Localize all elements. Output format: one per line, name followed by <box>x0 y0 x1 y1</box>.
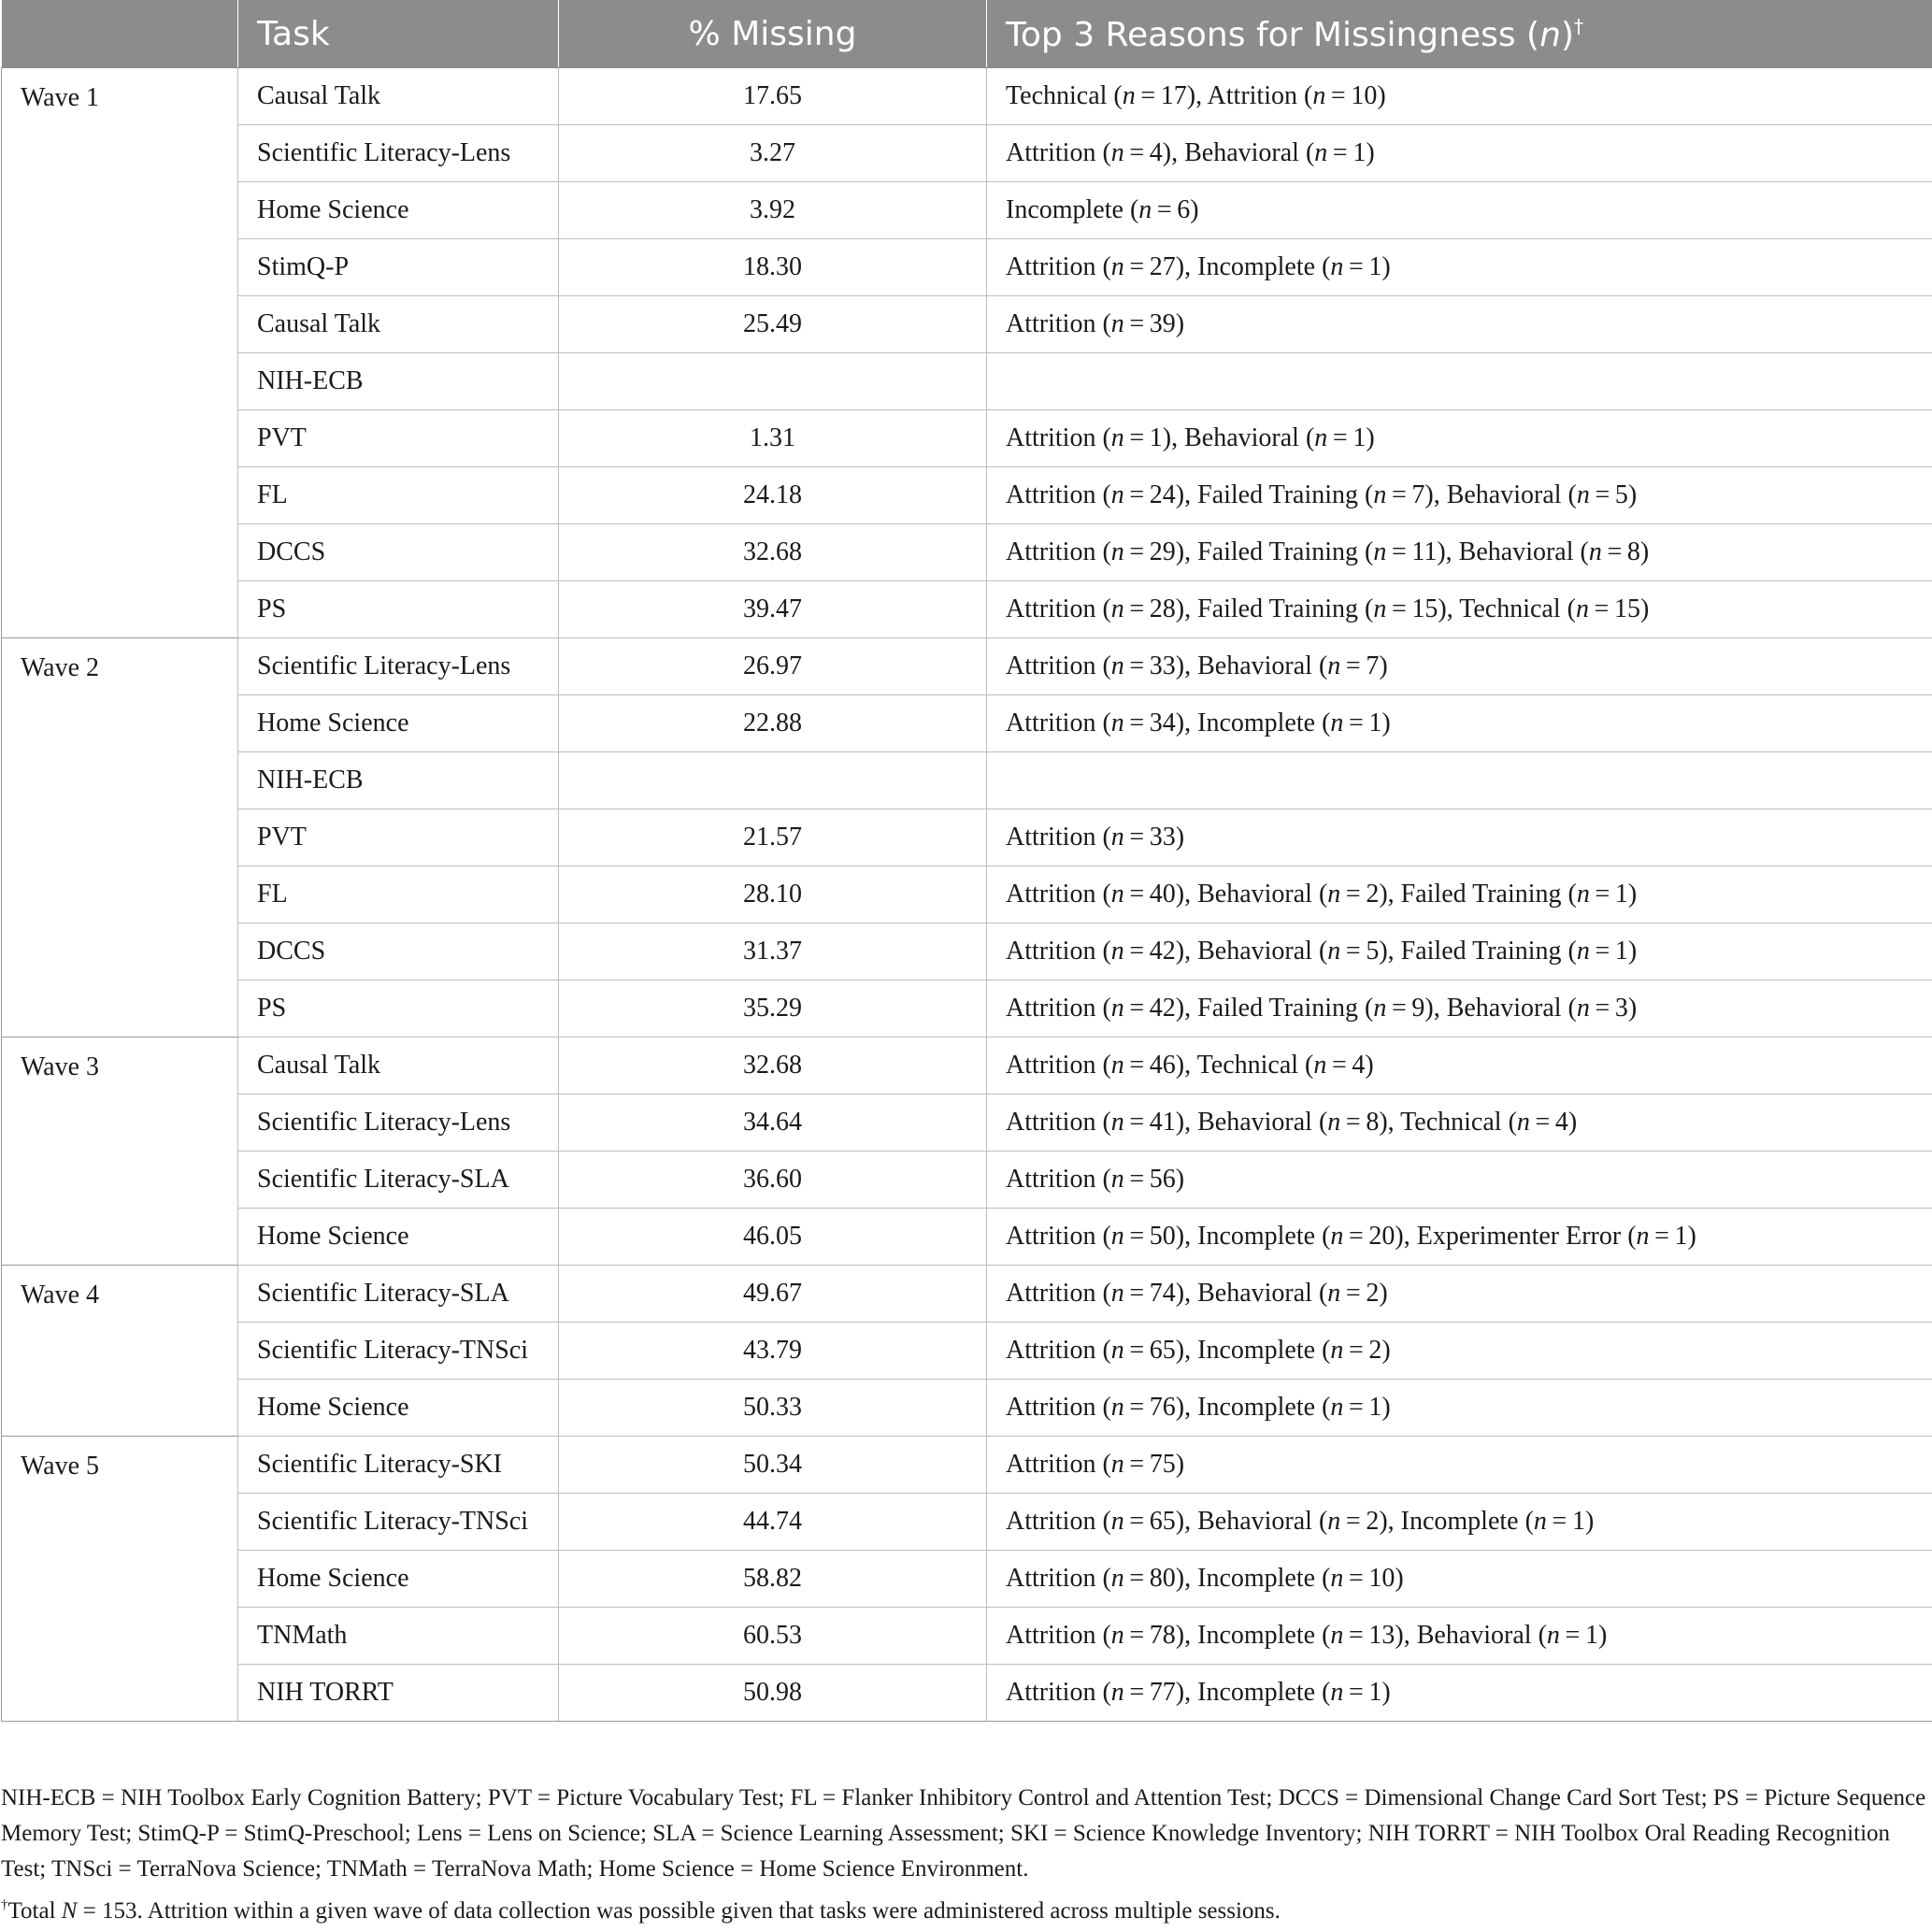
task-cell: Scientific Literacy-SLA <box>238 1266 559 1323</box>
percent-missing-cell: 1.31 <box>559 410 987 467</box>
reasons-cell: Attrition (n = 24), Failed Training (n = 7), Behavioral (n = 5) <box>987 467 1932 524</box>
table-notes <box>1 1781 1926 1929</box>
table-row <box>2 866 1932 923</box>
missingness-table <box>1 0 1932 1722</box>
table-row <box>2 125 1932 182</box>
task-cell: NIH-ECB <box>238 752 559 809</box>
table-row <box>2 809 1932 866</box>
header-row <box>2 1 1932 68</box>
task-cell: Scientific Literacy-Lens <box>238 638 559 695</box>
table-row <box>2 638 1932 695</box>
percent-missing-cell: 50.34 <box>559 1437 987 1494</box>
percent-missing-cell: 31.37 <box>559 923 987 980</box>
percent-missing-cell: 18.30 <box>559 239 987 296</box>
table-row <box>2 182 1932 239</box>
table-row <box>2 1095 1932 1152</box>
wave-label: Wave 1 <box>2 68 238 638</box>
table-header <box>2 1 1932 68</box>
task-cell: Scientific Literacy-SLA <box>238 1152 559 1209</box>
percent-missing-cell: 25.49 <box>559 296 987 353</box>
reasons-cell: Attrition (n = 56) <box>987 1152 1932 1209</box>
percent-missing-cell: 3.27 <box>559 125 987 182</box>
percent-missing-cell: 49.67 <box>559 1266 987 1323</box>
reasons-cell: Attrition (n = 42), Failed Training (n = 9), Behavioral (n = 3) <box>987 980 1932 1038</box>
reasons-cell: Attrition (n = 65), Behavioral (n = 2), Incomplete (n = 1) <box>987 1494 1932 1551</box>
reasons-cell <box>987 752 1932 809</box>
task-cell: Scientific Literacy-SKI <box>238 1437 559 1494</box>
task-cell: DCCS <box>238 524 559 581</box>
reasons-cell: Attrition (n = 28), Failed Training (n = 15), Technical (n = 15) <box>987 581 1932 638</box>
reasons-cell: Attrition (n = 39) <box>987 296 1932 353</box>
reasons-cell: Attrition (n = 4), Behavioral (n = 1) <box>987 125 1932 182</box>
header-wave <box>2 1 238 68</box>
task-cell: Causal Talk <box>238 1038 559 1095</box>
wave-label: Wave 5 <box>2 1437 238 1722</box>
reasons-cell: Attrition (n = 46), Technical (n = 4) <box>987 1038 1932 1095</box>
percent-missing-cell <box>559 353 987 410</box>
header-task: Task <box>238 1 559 68</box>
reasons-cell: Attrition (n = 76), Incomplete (n = 1) <box>987 1380 1932 1437</box>
table-row <box>2 695 1932 752</box>
task-cell: Causal Talk <box>238 296 559 353</box>
table-row <box>2 353 1932 410</box>
percent-missing-cell: 32.68 <box>559 524 987 581</box>
reasons-cell <box>987 353 1932 410</box>
percent-missing-cell: 34.64 <box>559 1095 987 1152</box>
percent-missing-cell: 46.05 <box>559 1209 987 1266</box>
dagger-mark: † <box>1573 14 1583 37</box>
percent-missing-cell: 39.47 <box>559 581 987 638</box>
wave-label: Wave 4 <box>2 1266 238 1437</box>
header-reasons-n: n <box>1539 15 1561 54</box>
dagger-mark: † <box>1 1897 8 1912</box>
percent-missing-cell: 3.92 <box>559 182 987 239</box>
table-row <box>2 980 1932 1038</box>
percent-missing-cell: 28.10 <box>559 866 987 923</box>
percent-missing-cell: 26.97 <box>559 638 987 695</box>
percent-missing-cell: 21.57 <box>559 809 987 866</box>
table-row <box>2 1038 1932 1095</box>
total-note-text: = 153. Attrition within a given wave of data collection was possible given that tasks were administered across multiple sessions. <box>77 1898 1281 1924</box>
table-row <box>2 1380 1932 1437</box>
reasons-cell: Attrition (n = 34), Incomplete (n = 1) <box>987 695 1932 752</box>
table-row <box>2 1266 1932 1323</box>
task-cell: Scientific Literacy-TNSci <box>238 1323 559 1380</box>
task-cell: NIH TORRT <box>238 1665 559 1722</box>
table-row <box>2 410 1932 467</box>
percent-missing-cell: 32.68 <box>559 1038 987 1095</box>
task-cell: NIH-ECB <box>238 353 559 410</box>
task-cell: FL <box>238 467 559 524</box>
reasons-cell: Attrition (n = 77), Incomplete (n = 1) <box>987 1665 1932 1722</box>
task-cell: Home Science <box>238 1551 559 1608</box>
table-row <box>2 1209 1932 1266</box>
task-cell: Home Science <box>238 695 559 752</box>
table-row <box>2 1551 1932 1608</box>
total-note <box>1 1887 1926 1929</box>
percent-missing-cell: 50.33 <box>559 1380 987 1437</box>
task-cell: FL <box>238 866 559 923</box>
total-note-n: N <box>61 1898 78 1924</box>
percent-missing-cell: 36.60 <box>559 1152 987 1209</box>
reasons-cell: Incomplete (n = 6) <box>987 182 1932 239</box>
table-row <box>2 296 1932 353</box>
percent-missing-cell: 24.18 <box>559 467 987 524</box>
abbreviations-note: NIH-ECB = NIH Toolbox Early Cognition Battery; PVT = Picture Vocabulary Test; FL = Flanker Inhibitory Control and Attention Test; DCCS = Dimensional Change Card Sort Test; PS = Picture Sequence Memory Test; StimQ-P = StimQ-Preschool; Lens = Lens on Science; SLA = Science Learning Assessment; SKI = Science Knowledge Inventory; NIH TORRT = NIH Toolbox Oral Reading Recognition Test; TNSci = TerraNova Science; TNMath = TerraNova Math; Home Science = Home Science Environment. <box>1 1785 1926 1882</box>
header-reasons-suffix: ) <box>1560 15 1574 54</box>
percent-missing-cell: 22.88 <box>559 695 987 752</box>
total-note-prefix: Total <box>7 1898 62 1924</box>
table-row <box>2 1152 1932 1209</box>
table-row <box>2 752 1932 809</box>
percent-missing-cell: 44.74 <box>559 1494 987 1551</box>
table-row <box>2 1608 1932 1665</box>
table-body <box>2 68 1932 1722</box>
table-row <box>2 1665 1932 1722</box>
task-cell: Causal Talk <box>238 68 559 125</box>
task-cell: Home Science <box>238 1380 559 1437</box>
table-row <box>2 524 1932 581</box>
task-cell: PS <box>238 581 559 638</box>
reasons-cell: Attrition (n = 1), Behavioral (n = 1) <box>987 410 1932 467</box>
table-row <box>2 923 1932 980</box>
reasons-cell: Attrition (n = 41), Behavioral (n = 8), Technical (n = 4) <box>987 1095 1932 1152</box>
header-reasons-prefix: Top 3 Reasons for Missingness ( <box>1006 15 1540 54</box>
reasons-cell: Attrition (n = 78), Incomplete (n = 13), Behavioral (n = 1) <box>987 1608 1932 1665</box>
task-cell: PS <box>238 980 559 1038</box>
percent-missing-cell: 43.79 <box>559 1323 987 1380</box>
percent-missing-cell: 58.82 <box>559 1551 987 1608</box>
header-missing: % Missing <box>559 1 987 68</box>
task-cell: TNMath <box>238 1608 559 1665</box>
reasons-cell: Attrition (n = 40), Behavioral (n = 2), Failed Training (n = 1) <box>987 866 1932 923</box>
percent-missing-cell: 60.53 <box>559 1608 987 1665</box>
task-cell: PVT <box>238 809 559 866</box>
header-reasons <box>987 1 1932 68</box>
percent-missing-cell <box>559 752 987 809</box>
reasons-cell: Attrition (n = 50), Incomplete (n = 20), Experimenter Error (n = 1) <box>987 1209 1932 1266</box>
task-cell: Home Science <box>238 1209 559 1266</box>
task-cell: Home Science <box>238 182 559 239</box>
reasons-cell: Attrition (n = 65), Incomplete (n = 2) <box>987 1323 1932 1380</box>
task-cell: Scientific Literacy-Lens <box>238 125 559 182</box>
reasons-cell: Attrition (n = 27), Incomplete (n = 1) <box>987 239 1932 296</box>
table-row <box>2 1323 1932 1380</box>
wave-label: Wave 3 <box>2 1038 238 1266</box>
task-cell: Scientific Literacy-Lens <box>238 1095 559 1152</box>
table-row <box>2 239 1932 296</box>
reasons-cell: Attrition (n = 80), Incomplete (n = 10) <box>987 1551 1932 1608</box>
table-row <box>2 1437 1932 1494</box>
table-row <box>2 68 1932 125</box>
wave-label: Wave 2 <box>2 638 238 1038</box>
reasons-cell: Technical (n = 17), Attrition (n = 10) <box>987 68 1932 125</box>
task-cell: PVT <box>238 410 559 467</box>
task-cell: Scientific Literacy-TNSci <box>238 1494 559 1551</box>
percent-missing-cell: 35.29 <box>559 980 987 1038</box>
reasons-cell: Attrition (n = 33) <box>987 809 1932 866</box>
table-row <box>2 581 1932 638</box>
reasons-cell: Attrition (n = 33), Behavioral (n = 7) <box>987 638 1932 695</box>
reasons-cell: Attrition (n = 75) <box>987 1437 1932 1494</box>
reasons-cell: Attrition (n = 29), Failed Training (n = 11), Behavioral (n = 8) <box>987 524 1932 581</box>
reasons-cell: Attrition (n = 42), Behavioral (n = 5), Failed Training (n = 1) <box>987 923 1932 980</box>
task-cell: DCCS <box>238 923 559 980</box>
task-cell: StimQ-P <box>238 239 559 296</box>
percent-missing-cell: 17.65 <box>559 68 987 125</box>
percent-missing-cell: 50.98 <box>559 1665 987 1722</box>
table-row <box>2 467 1932 524</box>
table-row <box>2 1494 1932 1551</box>
reasons-cell: Attrition (n = 74), Behavioral (n = 2) <box>987 1266 1932 1323</box>
